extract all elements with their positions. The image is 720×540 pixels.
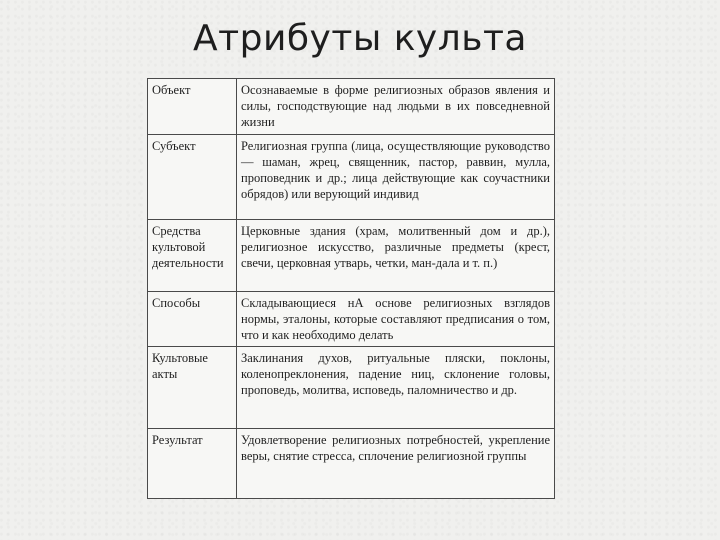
row-name: Средства культовой деятельности	[148, 220, 237, 292]
row-name: Объект	[148, 79, 237, 135]
row-description: Осознаваемые в форме религиозных образов явления и силы, господствующие над людьми в их повседневной жизни	[237, 79, 555, 135]
row-name: Субъект	[148, 135, 237, 220]
row-description: Удовлетворение религиозных потребностей, укрепление веры, снятие стресса, сплочение религиозной группы	[237, 429, 555, 499]
table-row-methods	[148, 292, 555, 347]
row-description: Церковные здания (храм, молитвенный дом и др.), религиозное искусство, различные предметы (крест, свечи, церковная утварь, четки, ман-дала и т. п.)	[237, 220, 555, 292]
table-row-subject	[148, 135, 555, 220]
row-name: Способы	[148, 292, 237, 347]
table-row-object	[148, 79, 555, 135]
table-row-result	[148, 429, 555, 499]
row-name: Результат	[148, 429, 237, 499]
row-description: Заклинания духов, ритуальные пляски, поклоны, коленопреклонения, падение ниц, склонение головы, проповедь, молитва, исповедь, паломничество и др.	[237, 347, 555, 429]
table-row-cult-acts	[148, 347, 555, 429]
attributes-table	[147, 78, 555, 499]
row-name: Культовые акты	[148, 347, 237, 429]
cult-attributes-table	[147, 78, 555, 498]
row-description: Религиозная группа (лица, осуществляющие руководство — шаман, жрец, священник, пастор, раввин, мулла, проповедник и др.; лица действующие как соучастники обрядов) или верующий индивид	[237, 135, 555, 220]
table-row-means	[148, 220, 555, 292]
slide-title: Атрибуты культа	[193, 18, 527, 59]
row-description: Складывающиеся нА основе религиозных взглядов нормы, эталоны, которые составляют предписания о том, что и как необходимо делать	[237, 292, 555, 347]
